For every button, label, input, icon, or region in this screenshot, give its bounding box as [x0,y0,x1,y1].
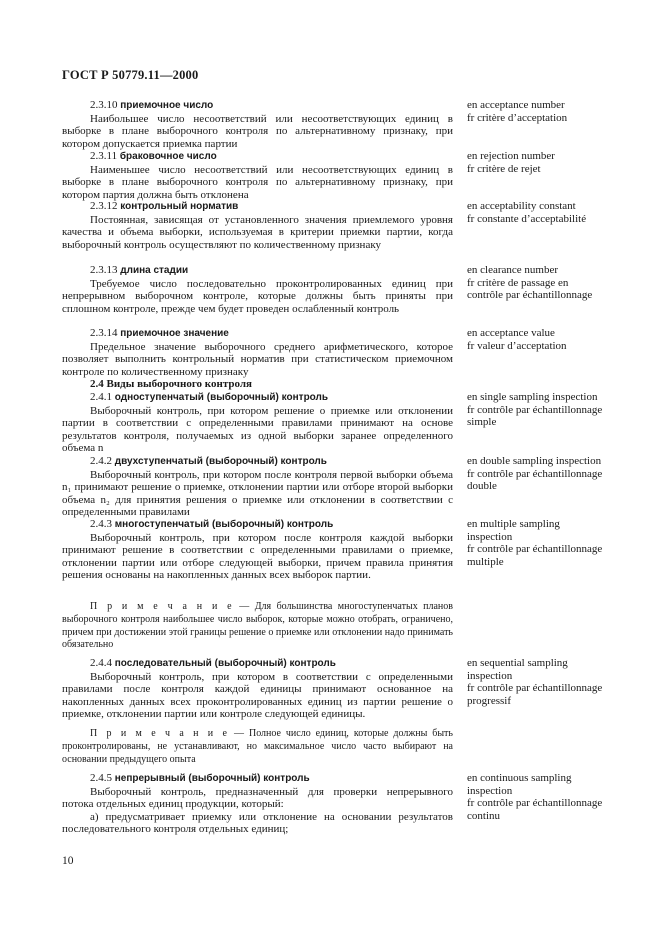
term-title: 2.3.12 контрольный норматив [90,200,239,212]
section-heading: 2.4 Виды выборочного контроля [90,378,252,390]
term-title: 2.4.3 многоступенчатый (выборочный) контроль [90,518,334,530]
document-header: ГОСТ Р 50779.11—2000 [62,68,199,82]
term-definition: Выборочный контроль, при котором после контроля каждой выборки принимают решение в соответствии с определенными правилами о приемке, отклонении партии или отборе следующей выборки, причем правила принятия решения основаны на накопленных данных всех выборок партии. [62,531,453,582]
term-definition: Выборочный контроль, при котором после контроля первой выборки объема n₁ принимают решение о приемке, отклонении партии или отборе второй выборки объема n₂ для принятия решения о приемке или отклонении в соответствии с определенными правилами [62,468,453,519]
term-title: 2.3.11 браковочное число [90,150,217,162]
term-en: en single sampling inspection [467,391,598,403]
term-title: 2.4.2 двухступенчатый (выборочный) контроль [90,455,327,467]
term-en: en sequential sampling inspection [467,657,568,682]
term-fr: fr contrôle par échantillonnage simple [467,403,603,429]
term-fr: fr contrôle par échantillonnage multiple [467,543,603,568]
term-fr: fr critère de passage en contrôle par échantillonnage [467,276,593,302]
term-en: en continuous sampling inspection [467,772,572,797]
term-definition: Предельное значение выборочного среднего арифметического, которое позволяет выполнить контрольный норматив при статистическом приемочном контроле по количественному признаку [62,340,453,378]
note-label: П р и м е ч а н и е [90,601,234,612]
term-definition: Выборочный контроль, при котором решение о приемке или отклонении партии в соответствии с определенными правилами принимают на основе результатов контроля, получаемых из одной выборки заранее определенного объема n [62,404,453,455]
list-item: а) предусматривает приемку или отклонение на основании результатов последовательного контроля отдельных единиц; [62,810,453,836]
term-en: en acceptance value [467,327,555,339]
term-en: en acceptance number [467,99,565,111]
term-title: 2.3.10 приемочное число [90,99,214,111]
term-definition: Выборочный контроль, предназначенный для проверки непрерывного потока отдельных единиц продукции, который: [62,785,453,811]
term-entry [62,264,620,315]
term-en: en clearance number [467,264,558,276]
term-entry [62,200,620,251]
term-title: 2.4.1 одноступенчатый (выборочный) контроль [90,391,329,403]
term-title: 2.4.4 последовательный (выборочный) контроль [90,657,336,669]
note-block [62,728,620,766]
term-definition: Постоянная, зависящая от установленного значения приемлемого уровня качества и объема выборки, используемая в критерии приемки партии, когда выборочный контроль осуществляют по количественному признаку [62,213,453,251]
term-entry [62,518,620,582]
term-fr: fr critère d’acceptation [467,111,568,124]
term-definition: Наибольшее число несоответствий или несоответствующих единиц в выборке в плане выборочного контроля по альтернативному признаку, при котором допускается приемка партии [62,112,453,150]
note-text: П р и м е ч а н и е — Для большинства многоступенчатых планов выборочного контроля наибольшее число выборок, которые можно отобрать, ограничено, причем при достижении этой границы решение о приемке или отклонении надо принимать обязательно [62,601,453,651]
term-en: en multiple sampling inspection [467,518,560,543]
term-fr: fr valeur d’acceptation [467,339,567,352]
page-number: 10 [62,855,74,867]
term-definition: Требуемое число последовательно проконтролированных единиц при непрерывном выборочном контроле, которые должны быть приняты при сплошном контроле, прежде чем будет проведен ослабленный контроль [62,277,453,315]
term-fr: fr contrôle par échantillonnage progressif [467,682,603,707]
term-title: 2.4.5 непрерывный (выборочный) контроль [90,772,310,784]
term-title: 2.3.13 длина стадии [90,264,189,276]
term-entry [62,99,620,150]
term-fr: fr constante d’acceptabilité [467,212,587,225]
note-text: П р и м е ч а н и е — Полное число единиц, которые должны быть проконтролированы, не устанавливают, но максимальное число часто выбирают на основании предыдущего опыта [62,728,453,765]
term-entry [62,150,620,201]
term-entry [62,327,620,378]
term-title: 2.3.14 приемочное значение [90,327,229,339]
note-block [62,601,620,652]
note-label: П р и м е ч а н и е [90,728,230,739]
term-en: en rejection number [467,150,555,162]
section-heading-row [62,378,620,391]
term-entry [62,657,620,721]
term-en: en acceptability constant [467,200,576,212]
term-fr: fr contrôle par échantillonnage double [467,467,603,493]
term-fr: fr contrôle par échantillonnage continu [467,797,603,822]
term-entry [62,391,620,455]
term-en: en double sampling inspection [467,455,602,467]
term-definition: Наименьшее число несоответствий или несоответствующих единиц в выборке в плане выборочного контроля по альтернативному признаку, при котором партия должна быть отклонена [62,163,453,201]
term-definition: Выборочный контроль, при котором в соответствии с определенными правилами после контроля каждой единицы принимают основанное на накопленных данных всех проконтролированных единиц из партии решение о приемке, отклонении партии или контроле следующей единицы. [62,670,453,721]
term-entry [62,772,620,836]
term-entry [62,455,620,519]
term-fr: fr critère de rejet [467,162,541,175]
